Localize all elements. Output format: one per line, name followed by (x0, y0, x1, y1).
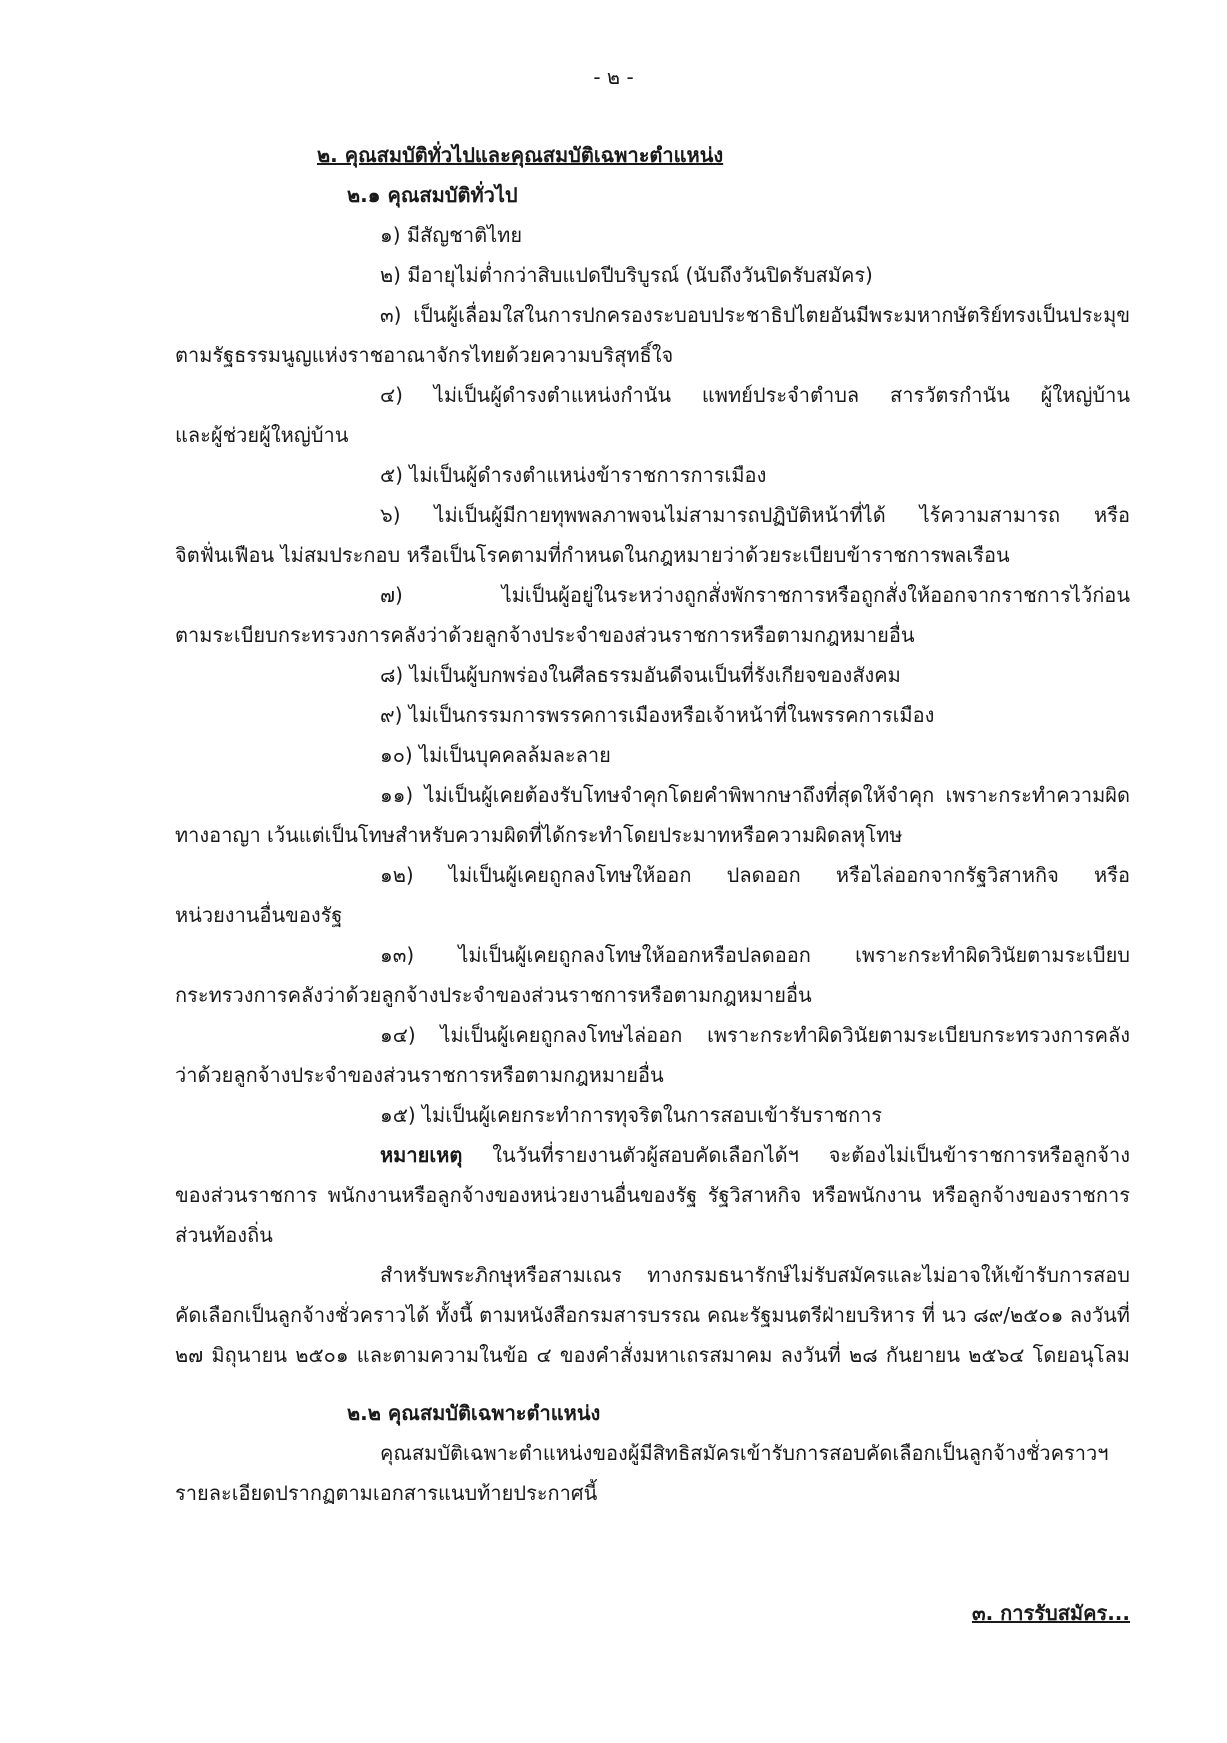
qualification-item: ๑๑) ไม่เป็นผู้เคยต้องรับโทษจำคุกโดยคำพิพากษาถึงที่สุดให้จำคุก เพราะกระทำความผิด (380, 783, 1130, 807)
qualification-item-continuation: และผู้ช่วยผู้ใหญ่บ้าน (175, 423, 349, 447)
qualification-item-continuation: ทางอาญา เว้นแต่เป็นโทษสำหรับความผิดที่ได้กระทำโดยประมาทหรือความผิดลหุโทษ (175, 823, 903, 847)
qualification-item: ๑) มีสัญชาติไทย (380, 223, 523, 247)
qualification-item: ๑๒) ไม่เป็นผู้เคยถูกลงโทษให้ออก ปลดออก หรือไล่ออกจากรัฐวิสาหกิจ หรือ (380, 863, 1130, 887)
qualification-item-continuation: กระทรวงการคลังว่าด้วยลูกจ้างประจำของส่วนราชการหรือตามกฎหมายอื่น (175, 983, 812, 1007)
qualification-item-continuation: ตามระเบียบกระทรวงการคลังว่าด้วยลูกจ้างประจำของส่วนราชการหรือตามกฎหมายอื่น (175, 623, 915, 647)
qualification-item: ๑๕) ไม่เป็นผู้เคยกระทำการทุจริตในการสอบเข้ารับราชการ (380, 1103, 883, 1127)
qualification-item: ๑๐) ไม่เป็นบุคคลล้มละลาย (380, 743, 611, 767)
qualification-item: ๘) ไม่เป็นผู้บกพร่องในศีลธรรมอันดีจนเป็นที่รังเกียจของสังคม (380, 663, 901, 687)
qualification-list (175, 215, 1130, 1135)
qualification-item: ๒) มีอายุไม่ต่ำกว่าสิบแปดปีบริบูรณ์ (นับถึงวันปิดรับสมัคร) (380, 263, 873, 287)
specific-line-2: รายละเอียดปรากฏตามเอกสารแนบท้ายประกาศนี้ (175, 1481, 598, 1505)
document-body (175, 135, 1130, 1513)
subsection-general-title: ๒.๑ คุณสมบัติทั่วไป (347, 183, 518, 207)
qualification-item: ๕) ไม่เป็นผู้ดำรงตำแหน่งข้าราชการการเมือง (380, 463, 767, 487)
note-line-2: ของส่วนราชการ พนักงานหรือลูกจ้างของหน่วยงานอื่นของรัฐ รัฐวิสาหกิจ หรือพนักงาน หรือลูกจ้างของราชการ (175, 1183, 1130, 1207)
note-line-3: ส่วนท้องถิ่น (175, 1223, 273, 1247)
qualification-item-continuation: ว่าด้วยลูกจ้างประจำของส่วนราชการหรือตามกฎหมายอื่น (175, 1063, 664, 1087)
page-number: - ๒ - (593, 65, 634, 89)
qualification-item: ๑๓) ไม่เป็นผู้เคยถูกลงโทษให้ออกหรือปลดออก เพราะกระทำผิดวินัยตามระเบียบ (380, 943, 1130, 967)
qualification-item: ๖) ไม่เป็นผู้มีกายทุพพลภาพจนไม่สามารถปฏิบัติหน้าที่ได้ ไร้ความสามารถ หรือ (380, 503, 1130, 527)
qualification-item: ๗) ไม่เป็นผู้อยู่ในระหว่างถูกสั่งพักราชการหรือถูกสั่งให้ออกจากราชการไว้ก่อน (380, 583, 1130, 607)
qualification-item: ๓) เป็นผู้เลื่อมใสในการปกครองระบอบประชาธิปไตยอันมีพระมหากษัตริย์ทรงเป็นประมุข (380, 303, 1130, 327)
qualification-item-continuation: จิตฟั่นเฟือน ไม่สมประกอบ หรือเป็นโรคตามที่กำหนดในกฎหมายว่าด้วยระเบียบข้าราชการพลเรือน (175, 543, 1010, 567)
qualification-item: ๙) ไม่เป็นกรรมการพรรคการเมืองหรือเจ้าหน้าที่ในพรรคการเมือง (380, 703, 935, 727)
section-title-text: ๒. คุณสมบัติทั่วไปและคุณสมบัติเฉพาะตำแหน่ง (317, 143, 724, 167)
note-text: ในวันที่รายงานตัวผู้สอบคัดเลือกได้ฯ จะต้องไม่เป็นข้าราชการหรือลูกจ้าง (462, 1143, 1130, 1167)
next-section-link: ๓. การรับสมัคร... (971, 1601, 1130, 1625)
specific-line-1: คุณสมบัติเฉพาะตำแหน่งของผู้มีสิทธิสมัครเข้ารับการสอบคัดเลือกเป็นลูกจ้างชั่วคราวฯ (380, 1441, 1109, 1465)
subsection-specific-title: ๒.๒ คุณสมบัติเฉพาะตำแหน่ง (347, 1401, 601, 1425)
qualification-item-continuation: หน่วยงานอื่นของรัฐ (175, 903, 343, 927)
qualification-item: ๑๔) ไม่เป็นผู้เคยถูกลงโทษไล่ออก เพราะกระทำผิดวินัยตามระเบียบกระทรวงการคลัง (380, 1023, 1130, 1047)
note-line-1 (175, 1135, 1130, 1175)
qualification-item-continuation: ตามรัฐธรรมนูญแห่งราชอาณาจักรไทยด้วยความบริสุทธิ์ใจ (175, 343, 674, 367)
monks-line-3: ๒๗ มิถุนายน ๒๕๐๑ และตามความในข้อ ๔ ของคำสั่งมหาเถรสมาคม ลงวันที่ ๒๘ กันยายน ๒๕๖๔ โดยอนุโลม (175, 1343, 1130, 1367)
qualification-item: ๔) ไม่เป็นผู้ดำรงตำแหน่งกำนัน แพทย์ประจำตำบล สารวัตรกำนัน ผู้ใหญ่บ้าน (380, 383, 1130, 407)
note-label: หมายเหตุ (380, 1143, 463, 1167)
monks-line-1: สำหรับพระภิกษุหรือสามเณร ทางกรมธนารักษ์ไม่รับสมัครและไม่อาจให้เข้ารับการสอบ (380, 1263, 1130, 1287)
monks-line-2: คัดเลือกเป็นลูกจ้างชั่วคราวได้ ทั้งนี้ ตามหนังสือกรมสารบรรณ คณะรัฐมนตรีฝ่ายบริหาร ที่ นว ๘๙/๒๕๐๑ ลงวันที่ (175, 1303, 1130, 1327)
section-title (175, 135, 1130, 175)
